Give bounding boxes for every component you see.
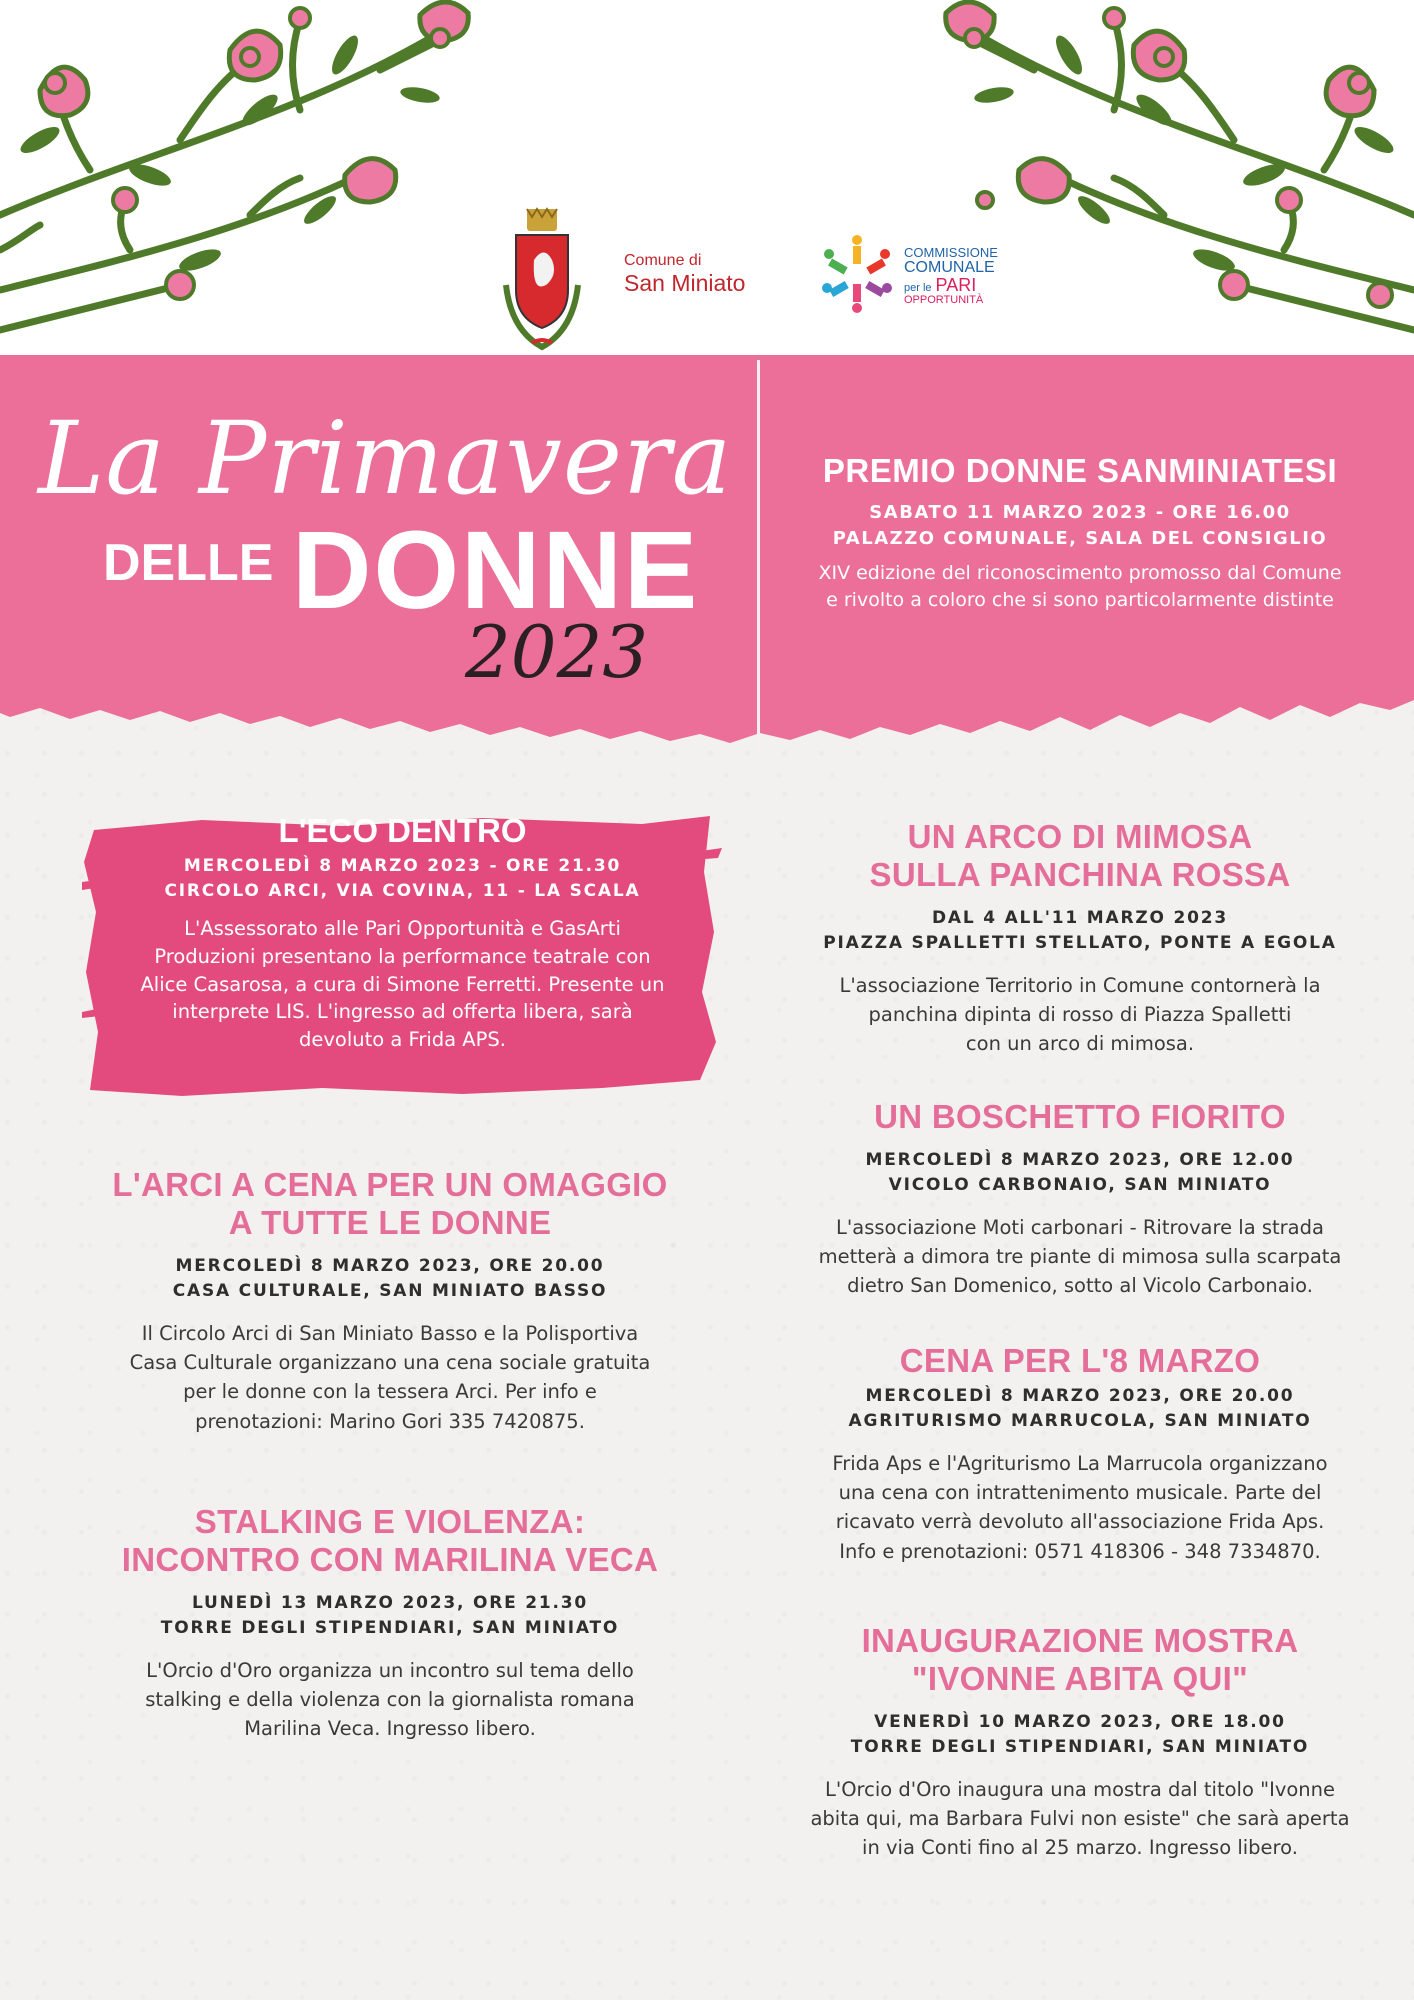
boschetto-location: VICOLO CARBONAIO, SAN MINIATO [888,1175,1272,1196]
stalking-desc-line: Marilina Veca. Ingresso libero. [244,1717,536,1741]
mimosa-title [760,818,1400,894]
premio-description [770,560,1390,613]
arci-date: MERCOLEDÌ 8 MARZO 2023, ORE 20.00 [175,1255,605,1276]
comune-line2: San Miniato [624,270,746,297]
mimosa-title-line: SULLA PANCHINA ROSSA [869,855,1291,893]
arci-title-line: A TUTTE LE DONNE [228,1203,552,1241]
eco-desc-line: interprete LIS. L'ingresso ad offerta libera, sarà [172,1000,633,1024]
boschetto-desc-line: dietro San Domenico, sotto al Vicolo Carbonaio. [847,1274,1313,1298]
cena-desc-line: una cena con intrattenimento musicale. Parte del [838,1481,1322,1505]
arci-title [60,1166,720,1242]
premio-date: SABATO 11 MARZO 2023 - ORE 16.00 [869,502,1291,523]
cena-date: MERCOLEDÌ 8 MARZO 2023, ORE 20.00 [865,1385,1295,1406]
stalking-title-line: STALKING E VIOLENZA: [194,1503,586,1540]
mimosa-date: DAL 4 ALL'11 MARZO 2023 [932,907,1228,928]
boschetto-desc-line: L'associazione Moti carbonari - Ritrovare la strada [836,1215,1324,1239]
event-cena-8-marzo [760,1342,1400,1566]
eco-description [95,915,710,1053]
mostra-desc-line: L'Orcio d'Oro inaugura una mostra dal titolo "Ivonne [824,1777,1336,1801]
band-divider [757,360,760,755]
premio-meta [770,500,1390,552]
comune-line1: Comune di [624,252,702,269]
stalking-title [60,1503,720,1579]
event-eco-dentro [95,812,710,1054]
title-delle: DELLE [103,534,274,592]
mostra-desc-line: abita qui, ma Barbara Fulvi non esiste" che sarà aperta [810,1807,1350,1831]
commissione-logo-text [904,246,998,307]
stalking-meta [60,1591,720,1642]
eco-date: MERCOLEDÌ 8 MARZO 2023 - ORE 21.30 [183,856,622,876]
comune-logo-text [624,252,745,297]
commissione-line2: COMUNALE [904,258,995,276]
premio-desc-line: XIV edizione del riconoscimento promosso dal Comune [818,562,1342,585]
premio-section [770,452,1390,613]
mimosa-desc-line: panchina dipinta di rosso di Piazza Spalletti [868,1003,1292,1027]
header-area [0,0,1414,355]
title-donne: DONNE [292,509,700,632]
stalking-desc-line: L'Orcio d'Oro organizza un incontro sul tema dello [146,1658,634,1682]
event-stalking [60,1503,720,1744]
mostra-location: TORRE DEGLI STIPENDIARI, SAN MINIATO [850,1737,1310,1758]
premio-title: PREMIO DONNE SANMINIATESI [822,452,1338,489]
mostra-desc-line: in via Conti fino al 25 marzo. Ingresso libero. [862,1836,1298,1860]
stalking-desc-line: stalking e della violenza con la giornalista romana [145,1688,635,1712]
cena-desc-line: ricavato verrà devoluto all'associazione Frida Aps. [835,1510,1325,1534]
title-year: 2023 [465,610,649,694]
mostra-date: VENERDÌ 10 MARZO 2023, ORE 18.00 [874,1711,1286,1732]
stalking-description [60,1656,720,1744]
mimosa-desc-line: con un arco di mimosa. [965,1032,1195,1056]
mimosa-description [760,971,1400,1059]
cena-meta [760,1384,1400,1435]
boschetto-date: MERCOLEDÌ 8 MARZO 2023, ORE 12.00 [865,1149,1295,1170]
cena-desc-line: Frida Aps e l'Agriturismo La Marrucola organizzano [832,1451,1328,1475]
eco-title: L'ECO DENTRO [278,812,527,849]
mimosa-meta [760,906,1400,957]
mimosa-desc-line: L'associazione Territorio in Comune contornerà la [839,973,1321,997]
eco-location: CIRCOLO ARCI, VIA COVINA, 11 - LA SCALA [164,880,641,901]
arci-desc-line: prenotazioni: Marino Gori 335 7420875. [195,1409,585,1433]
san-miniato-crest-icon [494,205,589,355]
arci-desc-line: Il Circolo Arci di San Miniato Basso e la Polisportiva [141,1321,639,1345]
mostra-title-line: INAUGURAZIONE MOSTRA [861,1622,1299,1659]
boschetto-meta [760,1148,1400,1199]
event-arci-cena [60,1166,720,1436]
arci-meta [60,1254,720,1305]
event-mostra [760,1622,1400,1863]
cena-location: AGRITURISMO MARRUCOLA, SAN MINIATO [848,1411,1312,1432]
eco-desc-line: Produzioni presentano la performance teatrale con [154,944,651,968]
boschetto-description [760,1213,1400,1301]
boschetto-desc-line: metterà a dimora tre piante di mimosa sulla scarpata [818,1245,1342,1269]
cena-title [760,1342,1400,1380]
mostra-description [760,1775,1400,1863]
mimosa-title-line: UN ARCO DI MIMOSA [907,818,1253,855]
commissione-line3b: PARI [935,275,977,296]
eco-desc-line: L'Assessorato alle Pari Opportunità e GasArti [184,917,621,941]
cena-description [760,1449,1400,1566]
mostra-meta [760,1710,1400,1761]
cena-desc-line: Info e prenotazioni: 0571 418306 - 348 7334870. [839,1539,1321,1563]
arci-title-line: L'ARCI A CENA PER UN OMAGGIO [112,1166,668,1203]
event-arco-mimosa [760,818,1400,1059]
arci-desc-line: Casa Culturale organizzano una cena sociale gratuita [129,1351,651,1375]
eco-desc-line: Alice Casarosa, a cura di Simone Ferretti. Presente un [140,972,665,996]
commissione-people-icon [815,232,900,317]
premio-location: PALAZZO COMUNALE, SALA DEL CONSIGLIO [832,528,1328,550]
arci-location: CASA CULTURALE, SAN MINIATO BASSO [172,1281,608,1302]
commissione-line4: OPPORTUNITÀ [904,294,984,307]
title-script: La Primavera [38,400,733,517]
premio-desc-line: e rivolto a coloro che si sono particolarmente distinte [826,588,1334,611]
eco-desc-line: devoluto a Frida APS. [299,1028,506,1052]
eco-meta [95,854,710,903]
boschetto-title-line: UN BOSCHETTO FIORITO [874,1098,1286,1135]
stalking-date: LUNEDÌ 13 MARZO 2023, ORE 21.30 [192,1592,588,1613]
commissione-line3 [904,276,998,295]
stalking-title-line: INCONTRO CON MARILINA VECA [121,1540,659,1578]
arci-description [60,1319,720,1436]
arci-desc-line: per le donne con la tessera Arci. Per info e [183,1380,597,1404]
commissione-line1: COMMISSIONE [904,245,998,260]
boschetto-title [760,1098,1400,1136]
floral-decoration-icon [0,0,1414,355]
mostra-title [760,1622,1400,1698]
mostra-title-line: "IVONNE ABITA QUI" [911,1659,1249,1697]
cena-title-line: CENA PER L'8 MARZO [899,1342,1261,1379]
commissione-line3a: per le [904,282,932,295]
stalking-location: TORRE DEGLI STIPENDIARI, SAN MINIATO [160,1618,620,1639]
mimosa-location: PIAZZA SPALLETTI STELLATO, PONTE A EGOLA [823,933,1337,954]
event-boschetto [760,1098,1400,1301]
